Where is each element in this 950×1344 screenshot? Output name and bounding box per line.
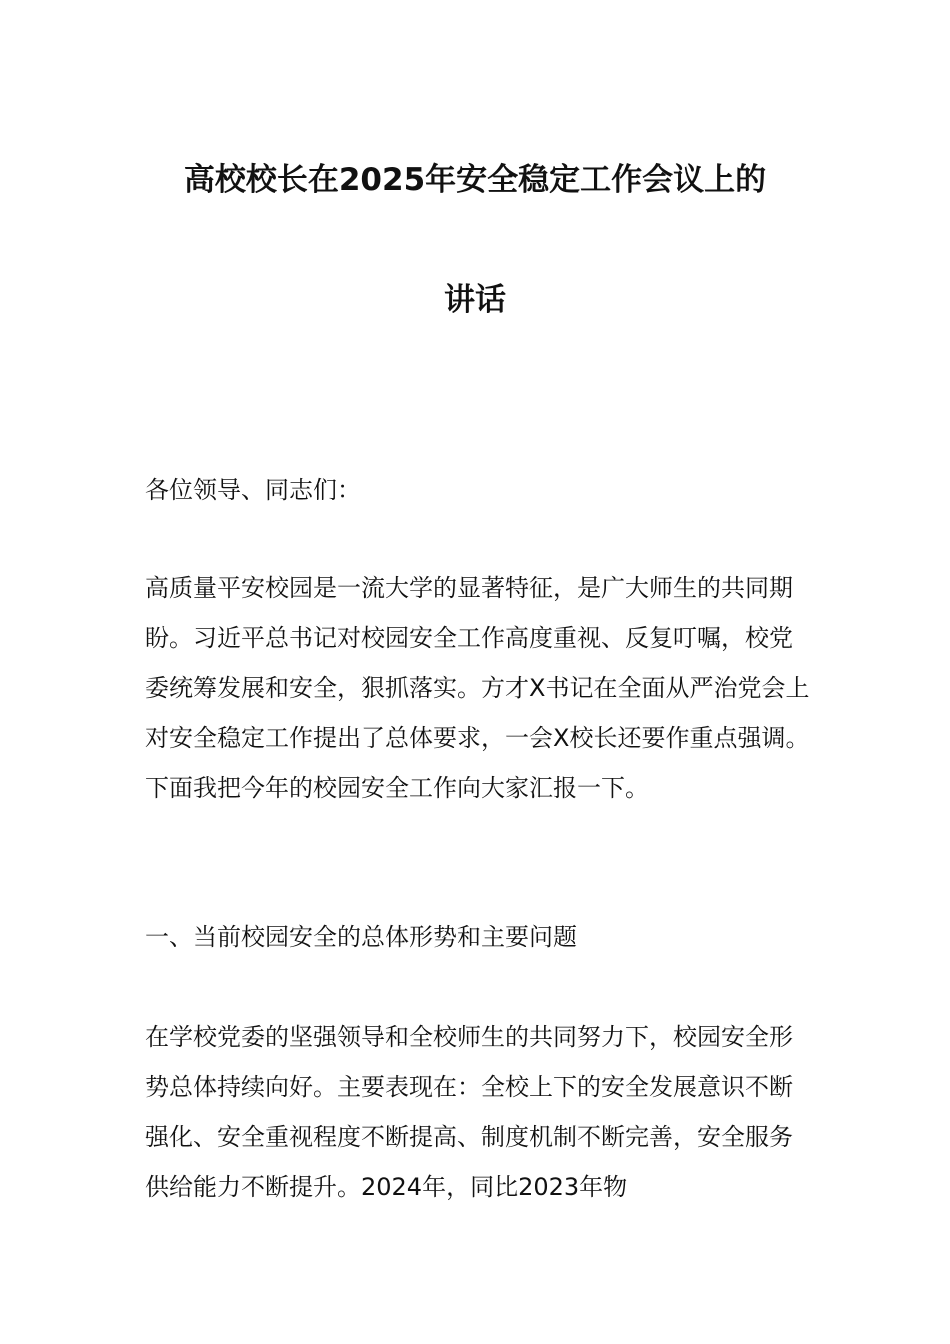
salutation: 各位领导、同志们：	[145, 476, 361, 504]
paragraph-intro: 高质量平安校园是一流大学的显著特征，是广大师生的共同期盼。习近平总书记对校园安全工作高度重视、反复叮嘱，校党委统筹发展和安全，狠抓落实。方才X书记在全面从严治党会上对安全稳定工作提出了总体要求，一会X校长还要作重点强调。下面我把今年的校园安全工作向大家汇报一下。	[145, 574, 810, 802]
paragraph-situation: 在学校党委的坚强领导和全校师生的共同努力下，校园安全形势总体持续向好。主要表现在：全校上下的安全发展意识不断强化、安全重视程度不断提高、制度机制不断完善，安全服务供给能力不断提升。2024年，同比2023年物	[145, 1023, 793, 1201]
document-title-line-1: 高校校长在2025年安全稳定工作会议上的	[183, 162, 767, 198]
document-title-line-2: 讲话	[444, 282, 506, 318]
section-heading-1: 一、当前校园安全的总体形势和主要问题	[145, 923, 577, 951]
